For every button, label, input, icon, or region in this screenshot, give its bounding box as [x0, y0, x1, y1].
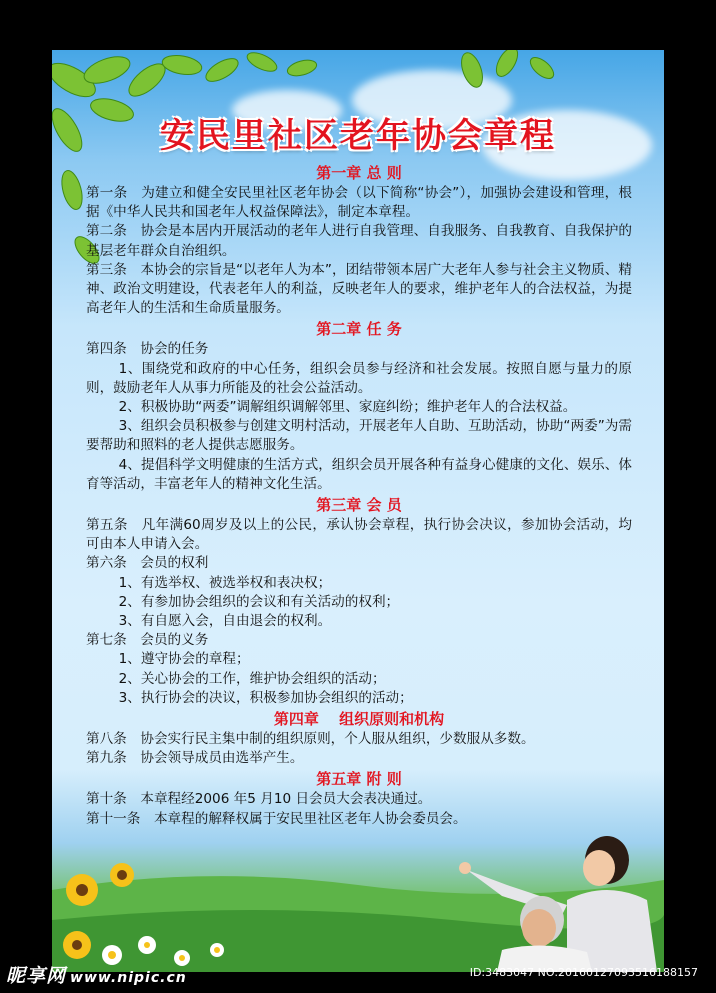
article-item: 2、积极协助“两委”调解组织调解邻里、家庭纠纷；维护老年人的合法权益。: [118, 399, 577, 416]
chapter-heading: 第一章 总 则: [316, 164, 402, 182]
article: 第十条 本章程经2006 年5 月10 日会员大会表决通过。: [86, 791, 432, 808]
article-item: 2、关心协会的工作，维护协会组织的活动；: [118, 670, 386, 687]
article: 第六条 会员的权利: [86, 555, 209, 572]
image-id-code: ID:3483047 NO:20160127093516188157: [469, 966, 698, 979]
article-item: 3、执行协会的决议，积极参加协会组织的活动；: [118, 689, 413, 706]
article: 第三条 本协会的宗旨是“以老年人为本”，团结带领本居广大老年人参与社会主义物质、精神、政治文明建设，代表老年人的利益，反映老年人的要求，维护老年人的合法权益，为提高老年人的生活和生命质量服务。: [86, 261, 632, 317]
article: 第七条 会员的义务: [86, 632, 209, 649]
watermark-url: www.nipic.cn: [70, 970, 187, 986]
chapter-heading: 第五章 附 则: [316, 770, 402, 789]
watermark-brand: 昵享网: [6, 965, 67, 987]
article-item: 3、有自愿入会，自由退会的权利。: [118, 613, 332, 630]
chapter-heading: 第二章 任 务: [316, 320, 402, 339]
article-item: 1、围绕党和政府的中心任务，组织会员参与经济和社会发展。按照自愿与量力的原则，鼓励老年人从事力所能及的社会公益活动。: [86, 360, 632, 396]
charter-content: [86, 162, 632, 829]
article-item: 2、有参加协会组织的会议和有关活动的权利；: [118, 593, 400, 610]
poster: [52, 50, 664, 972]
article-item: 4、提倡科学文明健康的生活方式，组织会员开展各种有益身心健康的文化、娱乐、体育等活动，丰富老年人的精神文化生活。: [86, 456, 632, 492]
article: 第九条 协会领导成员由选举产生。: [86, 750, 304, 767]
article-item: 1、遵守协会的章程；: [118, 651, 250, 668]
article: 第十一条 本章程的解释权属于安民里社区老年人协会委员会。: [86, 810, 467, 827]
article-item: 1、有选举权、被选举权和表决权；: [118, 574, 332, 591]
page-title: 安民里社区老年协会章程: [160, 116, 556, 156]
elderly-and-helper-illustration: [447, 830, 664, 972]
article: 第一条 为建立和健全安民里社区老年协会（以下简称“协会”），加强协会建设和管理，根据《中华人民共和国老年人权益保障法》，制定本章程。: [86, 185, 632, 221]
site-watermark: [6, 961, 187, 988]
chapter-heading: 第三章 会 员: [316, 496, 402, 515]
article: 第四条 协会的任务: [86, 341, 209, 358]
article: 第八条 协会实行民主集中制的组织原则，个人服从组织，少数服从多数。: [86, 731, 535, 748]
article: 第五条 凡年满60周岁及以上的公民，承认协会章程，执行协会决议，参加协会活动，均可由本人申请入会。: [86, 517, 632, 553]
article-item: 3、组织会员积极参与创建文明村活动，开展老年人自助、互助活动，协助“两委”为需要帮助和照料的老人提供志愿服务。: [86, 418, 632, 454]
chapter-heading: 第四章 组织原则和机构: [273, 710, 445, 729]
article: 第二条 协会是本居内开展活动的老年人进行自我管理、自我服务、自我教育、自我保护的基层老年群众自治组织。: [86, 223, 632, 259]
